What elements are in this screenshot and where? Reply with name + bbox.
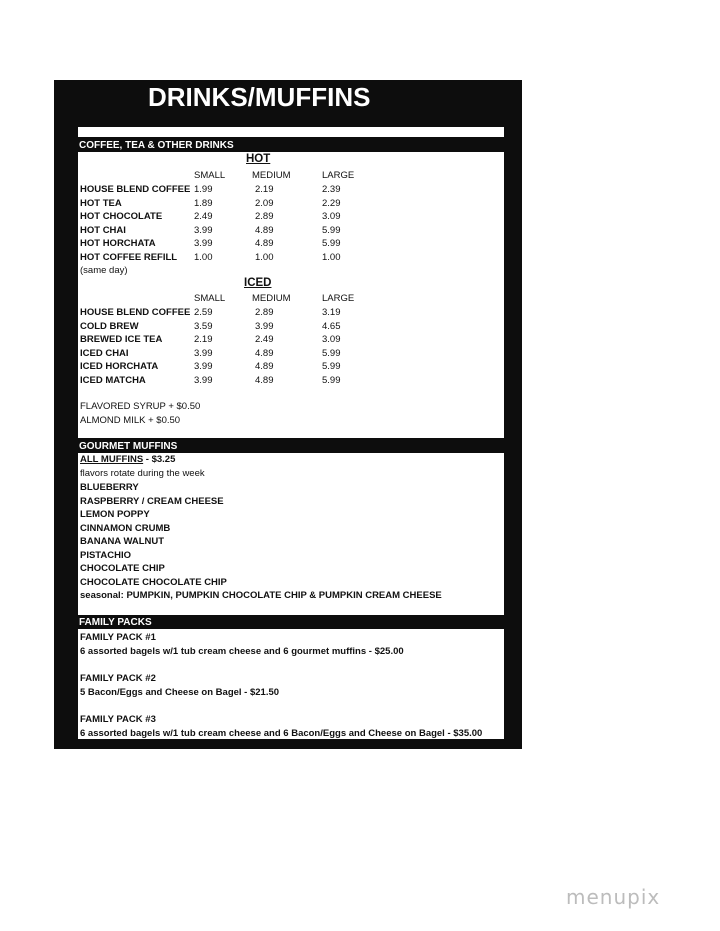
drink-name: HOUSE BLEND COFFEE (80, 184, 191, 195)
drink-price-medium: 4.89 (255, 238, 274, 249)
drink-price-large: 4.65 (322, 320, 341, 332)
drink-price-medium: 3.99 (255, 320, 274, 332)
page-title: DRINKS/MUFFINS (148, 82, 371, 112)
coffee-panel (78, 152, 504, 438)
menu-page (54, 80, 522, 749)
drink-price-medium: 1.00 (255, 251, 274, 263)
extra-almond-milk: ALMOND MILK + $0.50 (80, 415, 181, 426)
column-header: LARGE (322, 170, 355, 181)
hot-refill-note: (same day) (80, 265, 128, 276)
hot-label: HOT (246, 153, 271, 165)
drink-price-large: 3.19 (322, 307, 341, 318)
muffins-seasonal: seasonal: PUMPKIN, PUMPKIN CHOCOLATE CHIP & PUMPKIN CREAM CHEESE (80, 590, 442, 601)
drink-price-small: 1.89 (194, 197, 213, 209)
drink-price-medium: 4.89 (255, 347, 274, 359)
drink-price-large: 5.99 (322, 361, 341, 372)
column-header: LARGE (322, 293, 355, 304)
drink-name: COLD BREW (80, 320, 139, 332)
muffin-item: BLUEBERRY (80, 482, 139, 493)
drink-price-large: 5.99 (322, 238, 341, 249)
muffin-item: RASPBERRY / CREAM CHEESE (80, 495, 224, 507)
watermark: menupix (566, 885, 661, 909)
iced-label: ICED (244, 277, 272, 289)
drink-name: HOUSE BLEND COFFEE (80, 307, 191, 318)
family-panel (78, 629, 504, 739)
family-pack-description: 6 assorted bagels w/1 tub cream cheese and 6 gourmet muffins - $25.00 (80, 646, 404, 657)
drink-price-large: 3.09 (322, 334, 341, 345)
column-header: MEDIUM (252, 170, 291, 181)
drink-name: HOT CHOCOLATE (80, 211, 163, 222)
muffin-item: CHOCOLATE CHOCOLATE CHIP (80, 576, 227, 588)
drink-price-small: 3.99 (194, 238, 213, 249)
drink-price-medium: 2.09 (255, 197, 274, 209)
drink-name: HOT TEA (80, 197, 122, 209)
family-pack-description: 6 assorted bagels w/1 tub cream cheese and 6 Bacon/Eggs and Cheese on Bagel - $35.00 (80, 728, 483, 739)
family-pack-name: FAMILY PACK #2 (80, 673, 156, 684)
drink-price-large: 2.29 (322, 197, 341, 209)
drink-name: HOT HORCHATA (80, 238, 156, 249)
drink-price-medium: 2.19 (255, 184, 274, 195)
drink-price-small: 3.99 (194, 347, 213, 359)
muffins-panel (78, 453, 504, 615)
muffin-item: LEMON POPPY (80, 509, 150, 520)
coffee-section-header: COFFEE, TEA & OTHER DRINKS (79, 140, 234, 151)
drink-price-small: 1.00 (194, 251, 213, 263)
drink-price-small: 3.59 (194, 320, 213, 332)
column-header: MEDIUM (252, 293, 291, 304)
drink-price-medium: 4.89 (255, 224, 274, 236)
drink-name: ICED MATCHA (80, 374, 146, 386)
drink-price-medium: 2.49 (255, 334, 274, 345)
drink-name: HOT COFFEE REFILL (80, 251, 178, 263)
column-header: SMALL (194, 293, 226, 304)
family-pack-name: FAMILY PACK #1 (80, 632, 156, 643)
drink-price-large: 5.99 (322, 347, 341, 359)
drink-price-small: 2.49 (194, 211, 213, 222)
drink-price-large: 2.39 (322, 184, 341, 195)
drink-price-small: 3.99 (194, 374, 213, 386)
drink-price-large: 5.99 (322, 374, 341, 386)
family-pack-name: FAMILY PACK #3 (80, 714, 156, 725)
drink-price-small: 3.99 (194, 224, 213, 236)
muffins-note: flavors rotate during the week (80, 468, 205, 479)
drink-price-medium: 4.89 (255, 374, 274, 386)
family-section-header: FAMILY PACKS (79, 617, 152, 628)
drink-price-small: 2.59 (194, 307, 213, 318)
drink-price-small: 1.99 (194, 184, 213, 195)
drink-name: BREWED ICE TEA (80, 334, 163, 345)
muffin-item: CINNAMON CRUMB (80, 522, 171, 534)
drink-price-small: 3.99 (194, 361, 213, 372)
drink-price-medium: 2.89 (255, 307, 274, 318)
muffin-price: - $3.25 (143, 454, 176, 465)
drink-price-small: 2.19 (194, 334, 213, 345)
column-header: SMALL (194, 170, 226, 181)
all-muffins-price (80, 453, 175, 466)
divider-strip (78, 127, 504, 137)
muffins-section-header: GOURMET MUFFINS (79, 441, 178, 452)
all-muffins-label: ALL MUFFINS (80, 454, 144, 465)
muffin-item: PISTACHIO (80, 549, 132, 561)
extra-syrup: FLAVORED SYRUP + $0.50 (80, 401, 201, 412)
drink-price-large: 5.99 (322, 224, 341, 236)
drink-name: ICED CHAI (80, 347, 129, 359)
drink-price-large: 3.09 (322, 211, 341, 222)
drink-price-large: 1.00 (322, 251, 341, 263)
family-pack-description: 5 Bacon/Eggs and Cheese on Bagel - $21.50 (80, 687, 280, 698)
drink-name: HOT CHAI (80, 224, 126, 236)
drink-price-medium: 4.89 (255, 361, 274, 372)
drink-name: ICED HORCHATA (80, 361, 159, 372)
muffin-item: BANANA WALNUT (80, 536, 165, 547)
muffin-item: CHOCOLATE CHIP (80, 563, 165, 574)
drink-price-medium: 2.89 (255, 211, 274, 222)
